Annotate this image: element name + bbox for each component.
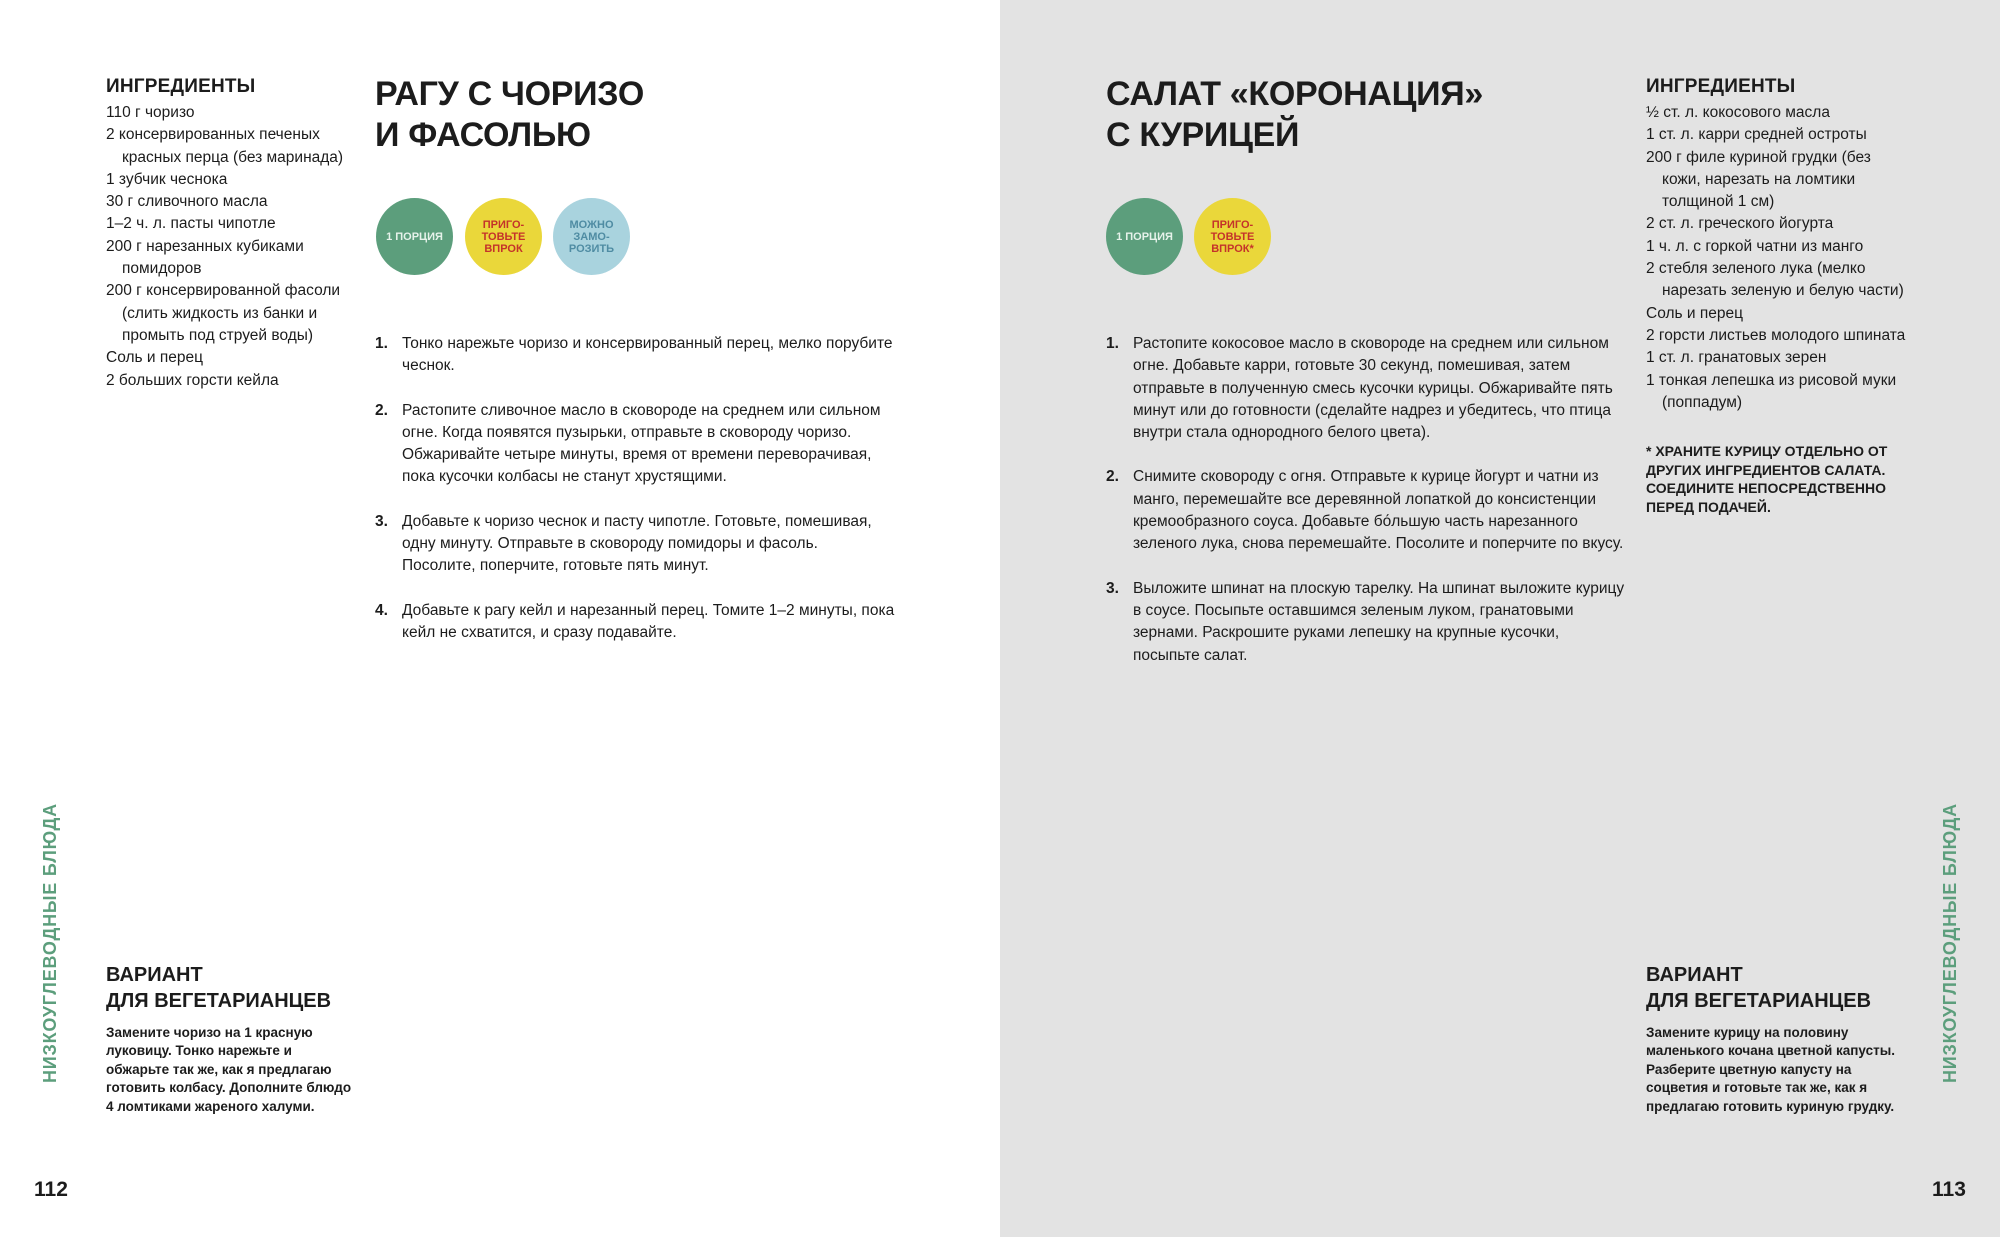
left-recipe-title bbox=[375, 74, 875, 156]
right-ingredients-heading: ИНГРЕДИЕНТЫ bbox=[1646, 76, 1796, 97]
badge-portion: 1 ПОРЦИЯ bbox=[376, 198, 453, 275]
right-steps-list bbox=[1106, 333, 1626, 689]
step-item bbox=[375, 511, 895, 578]
left-ingredients-block bbox=[106, 76, 356, 392]
step-text: Растопите кокосовое масло в сковороде на среднем или сильном огне. Добавьте карри, готовьте 30 секунд, помешивая, затем отправьте в полученную смесь кусочки курицы. Обжаривайте пять минут или до готовности (сделайте надрез и убедитесь, что птица внутри стала однородного белого цвета). bbox=[1133, 335, 1613, 442]
right-ingredients-list bbox=[1646, 102, 1906, 414]
left-steps-list bbox=[375, 333, 895, 666]
left-title-line1: РАГУ С ЧОРИЗО bbox=[375, 75, 644, 113]
left-variant-title-line2: ДЛЯ ВЕГЕТАРИАНЦЕВ bbox=[106, 990, 332, 1012]
right-ingredients-block bbox=[1646, 76, 1906, 516]
ingredient-item: 1 тонкая лепешка из рисовой муки (поппадум) bbox=[1646, 371, 1897, 411]
step-number: 3. bbox=[375, 512, 388, 530]
step-number: 2. bbox=[1106, 468, 1119, 486]
left-ingredients-heading: ИНГРЕДИЕНТЫ bbox=[106, 76, 256, 97]
step-number: 2. bbox=[375, 401, 388, 419]
right-title-line1: САЛАТ «КОРОНАЦИЯ» bbox=[1106, 75, 1484, 113]
ingredient-item: 1–2 ч. л. пасты чипотле bbox=[106, 215, 276, 233]
left-variant-title-line1: ВАРИАНТ bbox=[106, 964, 203, 986]
ingredient-item: 30 г сливочного масла bbox=[106, 193, 268, 211]
ingredient-item: 2 стебля зеленого лука (мелко нарезать зеленую и белую части) bbox=[1646, 260, 1904, 300]
step-text: Добавьте к рагу кейл и нарезанный перец. Томите 1–2 минуты, пока кейл не схватится, и сразу подавайте. bbox=[402, 601, 895, 641]
step-item bbox=[1106, 466, 1626, 555]
left-ingredients-list bbox=[106, 102, 356, 392]
ingredient-item: 1 ч. л. с горкой чатни из манго bbox=[1646, 237, 1864, 255]
ingredient-item: 2 горсти листьев молодого шпината bbox=[1646, 326, 1906, 344]
right-variant-text: Замените курицу на половину маленького кочана цветной капусты. Разберите цветную капусту на соцветия и готовьте так же, как я предлагаю готовить куриную грудку. bbox=[1646, 1025, 1895, 1114]
step-number: 3. bbox=[1106, 579, 1119, 597]
step-number: 1. bbox=[1106, 335, 1119, 352]
badge-make-ahead: ПРИГО-ТОВЬТЕ ВПРОК* bbox=[1194, 198, 1271, 275]
left-variant-text: Замените чоризо на 1 красную луковицу. Тонко нарежьте и обжарьте так же, как я предлагаю готовить колбасу. Дополните блюдо 4 ломтиками жареного халуми. bbox=[106, 1025, 352, 1114]
ingredient-item: 1 ст. л. карри средней остроты bbox=[1646, 126, 1867, 144]
step-item bbox=[1106, 333, 1626, 444]
ingredient-item: 200 г филе куриной грудки (без кожи, нарезать на ломтики толщиной 1 см) bbox=[1646, 148, 1871, 211]
right-variant-block bbox=[1646, 962, 1896, 1116]
ingredient-item: 110 г чоризо bbox=[106, 104, 195, 121]
ingredient-item: Соль и перец bbox=[106, 349, 203, 367]
ingredient-item: 2 больших горсти кейла bbox=[106, 371, 279, 389]
badge-freezable: МОЖНО ЗАМО-РОЗИТЬ bbox=[553, 198, 630, 275]
step-item bbox=[1106, 578, 1626, 667]
right-page bbox=[1000, 0, 2000, 1237]
step-text: Выложите шпинат на плоскую тарелку. На шпинат выложите курицу в соусе. Посыпьте оставшимся зеленым луком, гранатовыми зернами. Раскрошите руками лепешку на крупные кусочки, посыпьте салат. bbox=[1133, 579, 1625, 664]
right-title-line2: С КУРИЦЕЙ bbox=[1106, 116, 1300, 154]
left-section-label: НИЗКОУГЛЕВОДНЫЕ БЛЮДА bbox=[40, 803, 60, 1083]
step-number: 1. bbox=[375, 335, 388, 352]
step-item bbox=[375, 333, 895, 378]
right-variant-title-line2: ДЛЯ ВЕГЕТАРИАНЦЕВ bbox=[1646, 990, 1872, 1012]
right-page-number: 113 bbox=[1932, 1178, 1966, 1201]
step-item bbox=[375, 400, 895, 489]
right-section-label: НИЗКОУГЛЕВОДНЫЕ БЛЮДА bbox=[1940, 803, 1960, 1083]
ingredient-item: 1 ст. л. гранатовых зерен bbox=[1646, 349, 1827, 367]
step-text: Добавьте к чоризо чеснок и пасту чипотле. Готовьте, помешивая, одну минуту. Отправьте в сковороду помидоры и фасоль. Посолите, поперчите, готовьте пять минут. bbox=[402, 512, 872, 575]
ingredient-item: 1 зубчик чеснока bbox=[106, 170, 228, 188]
right-variant-title-line1: ВАРИАНТ bbox=[1646, 964, 1743, 986]
step-number: 4. bbox=[375, 601, 388, 619]
ingredient-item: ½ ст. л. кокосового масла bbox=[1646, 104, 1830, 121]
step-item bbox=[375, 600, 895, 645]
ingredient-item: Соль и перец bbox=[1646, 304, 1743, 322]
left-variant-block bbox=[106, 962, 356, 1116]
ingredient-item: 2 консервированных печеных красных перца (без маринада) bbox=[106, 126, 344, 166]
step-text: Тонко нарежьте чоризо и консервированный перец, мелко порубите чеснок. bbox=[402, 335, 893, 375]
step-text: Растопите сливочное масло в сковороде на среднем или сильном огне. Когда появятся пузырьки, отправьте в сковороду чоризо. Обжаривайте четыре минуты, время от времени переворачивая, пока кусочки колбасы не станут хрустящими. bbox=[402, 401, 881, 486]
badge-make-ahead: ПРИГО-ТОВЬТЕ ВПРОК bbox=[465, 198, 542, 275]
right-recipe-title bbox=[1106, 74, 1626, 156]
badge-portion: 1 ПОРЦИЯ bbox=[1106, 198, 1183, 275]
storage-note: * ХРАНИТЕ КУРИЦУ ОТДЕЛЬНО ОТ ДРУГИХ ИНГРЕДИЕНТОВ САЛАТА. СОЕДИНИТЕ НЕПОСРЕДСТВЕННО ПЕРЕД ПОДАЧЕЙ. bbox=[1646, 443, 1888, 515]
ingredient-item: 200 г консервированной фасоли (слить жидкость из банки и промыть под струей воды) bbox=[106, 282, 341, 344]
left-page-number: 112 bbox=[34, 1178, 68, 1201]
step-text: Снимите сковороду с огня. Отправьте к курице йогурт и чатни из манго, перемешайте все деревянной лопаткой до консистенции кремообразного соуса. Добавьте бо́льшую часть нарезанного зеленого лука, снова перемешайте. Посолите и поперчите по вкусу. bbox=[1133, 468, 1624, 553]
left-title-line2: И ФАСОЛЬЮ bbox=[375, 116, 591, 154]
ingredient-item: 2 ст. л. греческого йогурта bbox=[1646, 215, 1834, 233]
ingredient-item: 200 г нарезанных кубиками помидоров bbox=[106, 237, 304, 278]
